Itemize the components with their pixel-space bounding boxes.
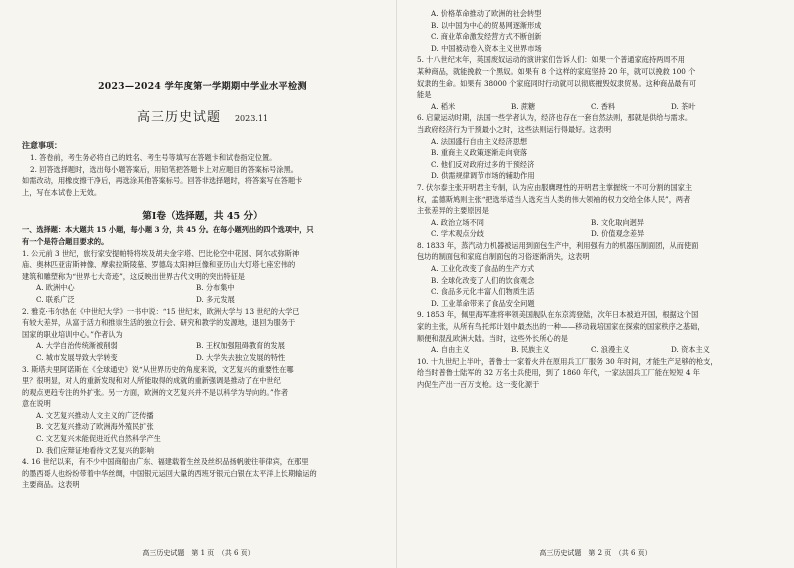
page-2 [397, 0, 794, 568]
option-d: D. 中国被动卷入资本主义世界市场 [431, 43, 542, 53]
page-footer: 高三历史试题 第 1 页 （共 6 页） [142, 549, 255, 557]
option-c: C. 他们反对政府过多的干预经济 [431, 159, 535, 169]
option-c: C. 学术观点分歧 [431, 229, 484, 239]
question-text: 主要商品。这表明 [22, 480, 80, 490]
question-8 [417, 240, 780, 310]
option-d: D. 多元发展 [196, 294, 235, 304]
subject-title: 高三历史试题 [136, 110, 221, 125]
question-text: 9. 1853 年，佩里海军准将率领美国舰队在东京湾登陆，次年日本被迫开国，根据这个国 [417, 310, 699, 320]
question-9 [417, 309, 780, 355]
question-text: 权，孟德斯鸠则主张“把选举适当人选充当人类的伟大领袖的权力交给全体人民”，两者 [417, 194, 691, 204]
option-b: B. 蔗糖 [511, 101, 536, 111]
option-c: C. 城市发展导致大学转变 [36, 352, 118, 362]
question-text: 包坊的制面包和家庭自制面包的习俗逐渐消失，这表明 [417, 252, 590, 262]
option-row [22, 340, 383, 352]
option-a: A. 大学自治传统渐被削弱 [36, 341, 118, 351]
question-text: 3. 斯塔夫里阿诺斯在《全球通史》说“从世界历史的角度来说，文艺复兴的重要性在哪 [22, 364, 294, 374]
option-a: A. 稻米 [431, 101, 456, 111]
option-b: B. 文化取向迥异 [591, 217, 644, 227]
option-d: D. 大学失去独立发展的特性 [196, 352, 286, 362]
option-row [22, 294, 383, 306]
question-7 [417, 182, 780, 240]
option-row [22, 282, 383, 294]
option-c: C. 食品多元化丰富人们物质生活 [431, 287, 535, 297]
question-text: 的观点更趋专注的外扩张。另一方面，欧洲的文艺复兴并不是以科学为导向的。”作者 [22, 387, 289, 397]
option-b: B. 文艺复兴推动了欧洲海外殖民扩张 [36, 422, 154, 432]
question-text: 10. 十九世纪上半叶，普鲁士一家着火并在原用兵工厂服务 30 年时间，才能生产足够的枪支， [417, 356, 718, 366]
question-text: 能是 [417, 90, 432, 100]
question-text: 主张差异的主要原因是 [417, 206, 489, 216]
option-b: B. 以中国为中心的贸易网逐渐形成 [431, 20, 542, 30]
option-c: C. 香料 [591, 101, 616, 111]
question-text: 有较大差异，从富于活力和推崇生活的独立行会、研究和教学的发源地，退回为服务于 [22, 318, 296, 328]
question-text: 7. 伏尔泰主张开明君主专制，认为应由服膺理性的开明君主掌握统一不可分割的国家主 [417, 182, 693, 192]
question-10 [417, 356, 780, 391]
option-a: A. 政治立场不同 [431, 217, 484, 227]
option-row [417, 101, 780, 113]
exam-date: 2023.11 [234, 114, 269, 123]
question-text: 2. 雅克·韦尔热在《中世纪大学》一书中说：“15 世纪末，欧洲大学与 13 世纪的大学已 [22, 306, 300, 316]
question-text: 顺便和混乱欧洲大陆。当时，这些外长所心的是 [417, 333, 568, 343]
exam-subtitle [22, 108, 383, 129]
question-text: 的墨西哥人也纷纷带着中华丝绸，中国银元运回大量的西班牙银元白银在太平洋上长期输运的 [22, 468, 317, 478]
option-d: D. 价值观念差异 [591, 229, 645, 239]
question-text: 当政府经济行为干预最小之时，这些法则运行得最好。这表明 [417, 124, 612, 134]
question-text: 家的主张，从所有鸟托邦计划中最杰出的一种——移动栽培国家在探索的国家秩序之基础， [417, 322, 705, 332]
section-title: 第Ⅰ卷（选择题，共 45 分） [142, 211, 263, 223]
exam-title: 2023—2024 学年度第一学期期中学业水平检测 [98, 81, 307, 92]
option-d: D. 工业革命带来了食品安全问题 [431, 298, 535, 308]
question-text: 给当时普鲁士陆军的 32 万名士兵使用，到了 1860 年代，一家法国兵工厂能在短短 4 年 [417, 368, 700, 378]
question-text: 1. 公元前 3 世纪，旅行家安提帕特将埃及胡夫金字塔、巴比伦空中花园、阿尔忒弥斯神 [22, 248, 300, 258]
option-c: C. 联系广泛 [36, 294, 75, 304]
question-4 [22, 456, 383, 491]
notice-line: 上，写在本试卷上无效。 [22, 187, 102, 197]
option-row [417, 217, 780, 229]
question-text: 8. 1833 年，蒸汽动力机器被运用到面包生产中，利用强有力的机器压制面团，从而使面 [417, 240, 699, 250]
question-text: 5. 十八世纪末年，英国废奴运动的演讲家们告诉人们：如果一个普通家庭持两周不用 [417, 55, 685, 65]
option-a: A. 文艺复兴推动人文主义的广泛传播 [36, 410, 154, 420]
instruction-line: 一、选择题：本大题共 15 小题，每小题 3 分，共 45 分。在每小题列出的四个选项中，只 [22, 225, 314, 235]
question-text: 庙、奥林匹亚宙斯神像、摩索拉斯陵墓、罗德岛太阳神巨像和亚历山大灯塔七座宏伟的 [22, 260, 296, 270]
option-a: A. 欧洲中心 [36, 283, 75, 293]
option-row [417, 228, 780, 240]
option-row [417, 344, 780, 356]
option-d: D. 供需规律调节市场的辅助作用 [431, 171, 535, 181]
question-text: 内促生产出一百万支枪。这一变化源于 [417, 380, 540, 389]
question-4-options [417, 8, 780, 54]
notice-line: 1. 答卷前，考生务必将自己的姓名、考生号等填写在答题卡和试卷指定位置。 [30, 153, 277, 162]
question-text: 奴隶的生命。如果有 38000 个家庭同时行动就可以彻底摧毁奴隶贸易。这种商品最有可 [417, 78, 697, 88]
option-b: B. 民族主义 [511, 345, 550, 355]
question-text: 国家的职业培训中心。”作者认为 [22, 329, 123, 339]
option-b: B. 分布集中 [196, 283, 235, 293]
option-c: C. 文艺复兴未能促进近代自然科学产生 [36, 434, 161, 444]
notice-line: 如需改动，用橡皮擦干净后，再选涂其他答案标号。回答非选择题时，将答案写在答题卡 [22, 176, 303, 186]
option-b: B. 全球化改变了人们的饮食观念 [431, 275, 535, 285]
question-text: 4. 16 世纪以来，有不少中国商船由广东、福建载着生丝及丝织品扬帆驶往菲律宾，在那里 [22, 457, 309, 467]
option-a: A. 法国盛行自由主义经济思想 [431, 136, 528, 146]
notice-heading: 注意事项： [22, 140, 62, 150]
option-c: C. 商业革命激发经营方式不断创新 [431, 32, 542, 42]
instruction-line: 有一个是符合题目要求的。 [22, 236, 109, 246]
question-text: 某种商品，就能挽救一个黑奴。如果有 8 个这样的家庭坚持 20 年，就可以挽救 100 个 [417, 66, 696, 76]
question-text: 意在说明 [22, 399, 51, 409]
page-footer: 高三历史试题 第 2 页 （共 6 页） [539, 549, 652, 557]
option-d: D. 茶叶 [671, 101, 696, 111]
option-a: A. 自由主义 [431, 345, 470, 355]
question-2 [22, 306, 383, 364]
question-3 [22, 364, 383, 457]
option-b: B. 王权加强阻碍教育的发展 [196, 341, 285, 351]
option-d: D. 资本主义 [671, 345, 710, 355]
notice-line: 2. 回答选择题时，选出每小题答案后，用铅笔把答题卡上对应题目的答案标号涂黑。 [30, 164, 298, 174]
option-c: C. 浪漫主义 [591, 345, 630, 355]
question-6 [417, 112, 780, 182]
option-b: B. 重商主义政策逐渐走向衰落 [431, 148, 528, 158]
question-1 [22, 248, 383, 306]
option-row [22, 352, 383, 364]
question-text: 6. 启蒙运动时期，法国一些学者认为，经济也存在一套自然法则，那就是供给与需求。 [417, 113, 693, 123]
question-text: 里？很明显，对人的重新发现和对人所能取得的成就的重新强调是推动了在中世纪 [22, 376, 281, 386]
option-d: D. 我们应辩证地看待文艺复兴的影响 [36, 445, 154, 455]
option-a: A. 价格革命推动了欧洲的社会转型 [431, 9, 542, 18]
question-text: 建筑和雕塑称为“世界七大奇迹”，这反映出世界古代文明的突出特征是 [22, 271, 245, 281]
option-a: A. 工业化改变了食品的生产方式 [431, 264, 535, 274]
question-5 [417, 54, 780, 112]
